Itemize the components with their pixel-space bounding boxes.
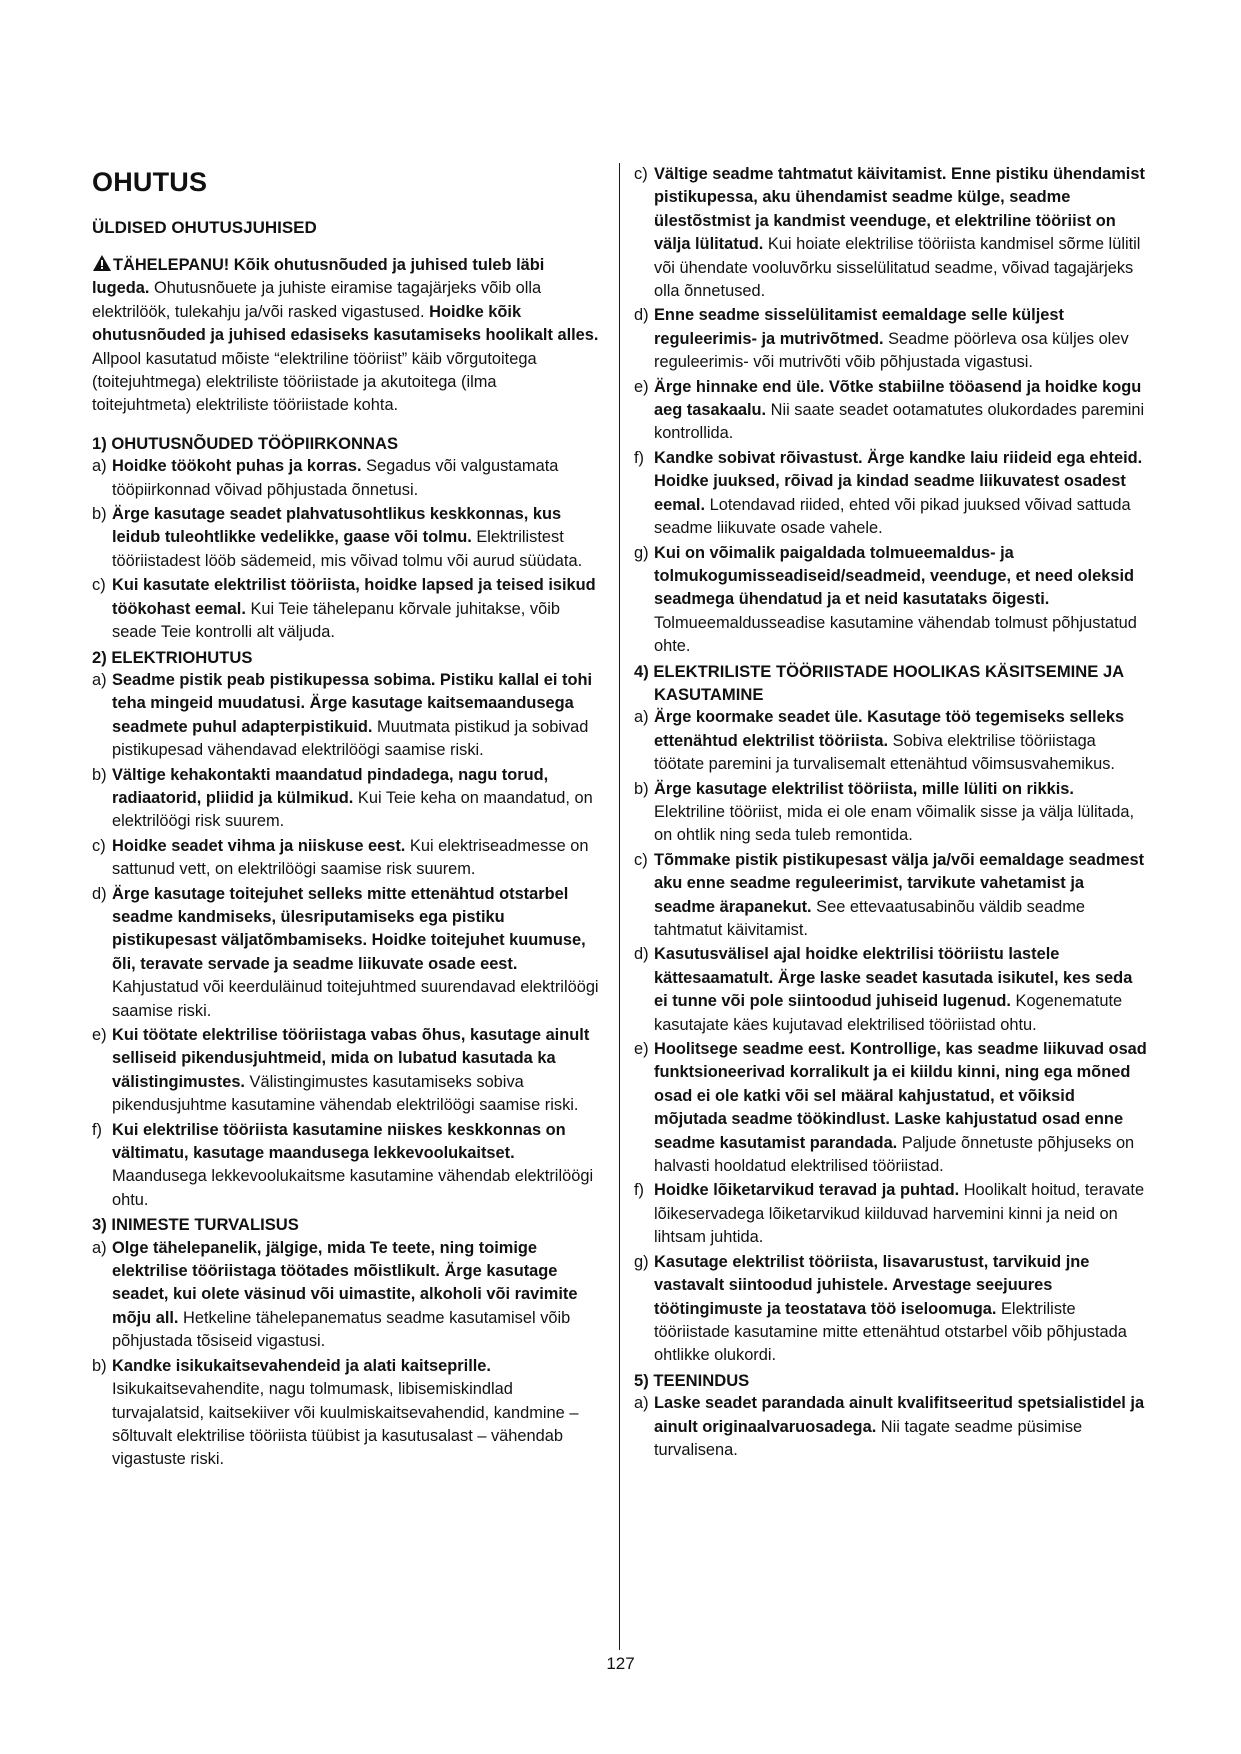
list-item: d) Kasutusvälisel ajal hoidke elektrilisi tööriistu lastele kättesaamatult. Ärge laske seadet kasutada isikutel, kes seda ei tunne või pole siintoodud juhiseid lugenud. Kogenematute kasutajate käes kujutavad elektrilised tööriistad ohtu. (634, 945, 1133, 1034)
page-title: OHUTUS (92, 167, 208, 197)
list-item: d) Ärge kasutage toitejuhet selleks mitte ettenähtud otstarbel seadme kandmiseks, ülesriputamiseks ega pistiku pistikupesast väljatõmbamiseks. Hoidke toitejuhet kuumuse, õli, teravate servade ja seadme liikuvate osade eest. Kahjustatud või keerduläinud toitejuhtmed suurendavad elektrilöögi saamise riski. (92, 884, 599, 1020)
intro-paragraph (92, 254, 600, 418)
list-item: a) Laske seadet parandada ainult kvalifitseeritud spetsialistidel ja ainult originaalvaruosadega. Nii tagate seadme püsimise turvalisena. (634, 1394, 1145, 1459)
list-item: e) Hoolitsege seadme eest. Kontrollige, kas seadme liikuvad osad funktsioneerivad korralikult ja ei kiildu kinni, ning ega mõned osad ei ole katki või sel määral kahjustatud, et võiksid mõjutada seadme töökindlust. Laske kahjustatud osad enne seadme kasutamist parandada. Paljude õnnetuste põhjuseks on halvasti hooldatud elektrilised tööriistad. (634, 1040, 1147, 1176)
list-item: f) Kui elektrilise tööriista kasutamine niiskes keskkonnas on vältimatu, kasutage maandusega lekkevoolukaitset. Maandusega lekkevoolukaitsme kasutamine vähendab elektrilöögi ohtu. (92, 1120, 594, 1209)
intro-text-2: Allpool kasutatud mõiste “elektriline tööriist” käib võrgutoitega (toitejuhtmega) elektriliste tööriistade ja akutoitega (ilma toitejuhtmeta) elektriliste tööriistade kohta. (92, 349, 537, 415)
section-title-1: 1) OHUTUSNÕUDED TÖÖPIIRKONNAS (92, 433, 399, 453)
list-item: g) Kui on võimalik paigaldada tolmueemaldus- ja tolmukogumisseadiseid/seadmeid, veenduge, et need oleksid seadmega ühendatud ja et neid kasutataks õigesti. Tolmueemaldusseadise kasutamine vähendab tolmust põhjustatud ohte. (634, 543, 1137, 656)
intro-keep-instructions: Hoidke kõik ohutusnõuded ja juhised edasiseks kasutamiseks hoolikalt alles. (92, 302, 599, 345)
list-item: a) Ärge koormake seadet üle. Kasutage töö tegemiseks selleks ettenähtud elektrilist tööriista. Sobiva elektrilise tööriistaga töötate paremini ja turvalisemalt ettenähtud võimsusvahemikus. (634, 708, 1125, 774)
section-title-4: 4) ELEKTRILISTE TÖÖRIISTADE HOOLIKAS KÄSITSEMINE JA KASUTAMINE (634, 661, 1124, 704)
page-number: 127 (606, 1654, 635, 1673)
section-title-3: 3) INIMESTE TURVALISUS (92, 1215, 299, 1235)
list-item: c) Vältige seadme tahtmatut käivitamist. Enne pistiku ühendamist pistikupessa, aku ühendamist seadme külge, seadme ülestõstmist ja kandmist veenduge, et elektriline tööriist on välja lülitatud. Kui hoiate elektrilise tööriista kandmisel sõrme lülitil või ühendate vooluvõrku sisselülitatud seadme, võivad tagajärjeks olla õnnetused. (634, 165, 1145, 301)
list-item: a) Seadme pistik peab pistikupessa sobima. Pistiku kallal ei tohi teha mingeid muudatusi. Ärge kasutage kaitsemaandusega seadmete puhul adapterpistikuid. Muutmata pistikud ja sobivad pistikupesad vähendavad elektrilöögi saamise riski. (92, 670, 593, 760)
list-item: f) Kandke sobivat rõivastust. Ärge kandke laiu riideid ega ehteid. Hoidke juuksed, rõivad ja kindad seadme liikuvatest osadest eemal. Lotendavad riided, ehted või pikad juuksed võivad sattuda seadme liikuvate osade vahele. (634, 448, 1143, 538)
section-title-5: 5) TEENINDUS (634, 1370, 750, 1390)
list-item: b) Vältige kehakontakti maandatud pindadega, nagu torud, radiaatorid, pliidid ja külmikud. Kui Teie keha on maandatud, on elektrilöögi risk suurem. (92, 765, 593, 831)
list-item: g) Kasutage elektrilist tööriista, lisavarustust, tarvikuid jne vastavalt siintoodud juhistele. Arvestage seejuures töötingimuste ja teostatava töö iseloomuga. Elektriliste tööriistade kasutamine mitte ettenähtud otstarbel võib põhjustada ohtlikke olukordi. (634, 1252, 1127, 1365)
list-item: c) Hoidke seadet vihma ja niiskuse eest. Kui elektriseadmesse on sattunud vett, on elektrilöögi saamise risk suurem. (92, 836, 589, 879)
list-item: b) Ärge kasutage elektrilist tööriista, mille lüliti on rikkis. Elektriline tööriist, mida ei ole enam võimalik sisse ja välja lülitada, on ohtlik ning seda tuleb remontida. (634, 779, 1135, 845)
list-item: d) Enne seadme sisselülitamist eemaldage selle küljest reguleerimis- ja mutrivõtmed. Seadme pöörleva osa küljes olev reguleerimis- või mutrivõti võib põhjustada vigastusi. (634, 306, 1129, 372)
list-item: b) Ärge kasutage seadet plahvatusohtlikus keskkonnas, kus leidub tuleohtlikke vedelikke, gaase või tolmu. Elektrilistest tööriistadest lööb sädemeid, mis võivad tolmu või aurud süüdata. (92, 505, 583, 570)
list-item: b) Kandke isikukaitsevahendeid ja alati kaitseprille. Isikukaitsevahendite, nagu tolmumask, libisemiskindlad turvajalatsid, kaitsekiiver või kuulmiskaitsevahendid, kandmine – sõltuvalt elektrilise tööriista tüübist ja kasutusalast – vähendab vigastuste riski. (92, 1356, 579, 1469)
list-item: a) Olge tähelepanelik, jälgige, mida Te teete, ning toimige elektrilise tööriistaga töötades mõistlikult. Ärge kasutage seadet, kui olete väsinud või uimastite, alkoholi või ravimite mõju all. Hetkeline tähelepanematus seadme kasutamisel võib põhjustada tõsiseid vigastusi. (92, 1238, 578, 1351)
list-item: c) Kui kasutate elektrilist tööriista, hoidke lapsed ja teised isikud töökohast eemal. Kui Teie tähelepanu kõrvale juhitakse, võib seade Teie kontrolli alt väljuda. (92, 576, 596, 642)
warning-icon (92, 254, 112, 272)
intro-text-1: Ohutusnõuete ja juhiste eiramise tagajärjeks võib olla elektrilöök, tulekahju ja/või rasked vigastused. (92, 279, 542, 321)
list-item: f) Hoidke lõiketarvikud teravad ja puhtad. Hoolikalt hoitud, teravate lõikeservadega lõiketarvikud kiilduvad harvemini kinni ja neid on lihtsam juhtida. (634, 1181, 1145, 1247)
list-item: c) Tõmmake pistik pistikupesast välja ja/või eemaldage seadmest aku enne seadme reguleerimist, tarvikute vahetamist ja seadme ärapanekut. See ettevaatusabinõu väldib seadme tahtmatut käivitamist. (634, 850, 1145, 939)
left-column (92, 163, 600, 1473)
right-column (634, 163, 1149, 1463)
column-divider (619, 163, 620, 1650)
subtitle: ÜLDISED OHUTUSJUHISED (92, 218, 317, 237)
section-title-2: 2) ELEKTRIOHUTUS (92, 647, 253, 667)
list-item: a) Hoidke töökoht puhas ja korras. Segadus või valgustamata tööpiirkonnad võivad põhjustada õnnetusi. (92, 457, 559, 499)
intro-warning: TÄHELEPANU! Kõik ohutusnõuded ja juhised tuleb läbi lugeda. (92, 256, 545, 298)
list-item: e) Kui töötate elektrilise tööriistaga vabas õhus, kasutage ainult selliseid pikendusjuhtmeid, mida on lubatud kasutada ka välistingimustes. Välistingimustes kasutamiseks sobiva pikendusjuhtme kasutamine vähendab elektrilöögi saamise riski. (92, 1026, 590, 1115)
list-item: e) Ärge hinnake end üle. Võtke stabiilne tööasend ja hoidke kogu aeg tasakaalu. Nii saate seadet ootamatutes olukordades paremini kontrollida. (634, 377, 1145, 443)
